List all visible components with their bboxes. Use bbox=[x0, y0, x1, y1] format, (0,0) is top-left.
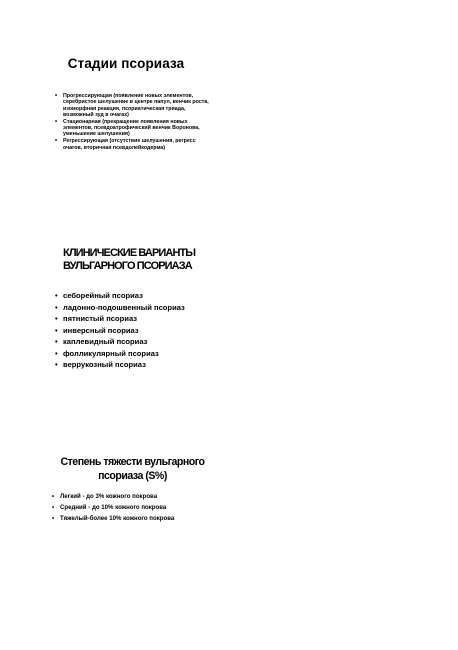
title-line: Степень тяжести вульгарного bbox=[60, 456, 205, 468]
list-item: • Прогрессирующая (появление новых элементов, серебристое шелушение в центре папул, венчик роста, изоморфная реакция, псориатическая триада, возможный зуд в очагах) bbox=[55, 93, 215, 118]
list-item: • пятнистый псориаз bbox=[55, 313, 185, 325]
variants-list bbox=[55, 290, 185, 371]
title-line: псориаза (S%) bbox=[98, 469, 167, 482]
slide-title-stages: Стадии псориаза bbox=[67, 56, 185, 71]
list-item: • Стационарная (прекращение появления новых элементов, псевдоатрофический венчик Воронова, уменьшение шелушения) bbox=[55, 119, 215, 138]
title-line: КЛИНИЧЕСКИЕ ВАРИАНТЫ bbox=[63, 247, 196, 259]
list-item: • себорейный псориаз bbox=[55, 290, 185, 302]
list-item: • инверсный псориаз bbox=[55, 325, 185, 337]
slide-title-clinical-variants bbox=[63, 247, 195, 273]
severity-list bbox=[52, 491, 174, 524]
list-item: • ладонно-подошвенный псориаз bbox=[55, 302, 185, 314]
list-item: • каплевидный псориаз bbox=[55, 336, 185, 348]
stages-list bbox=[55, 93, 215, 151]
list-item: • веррукозный псориаз bbox=[55, 359, 185, 371]
list-item: • Средний - до 10% кожного покрова bbox=[52, 502, 174, 513]
title-line: ВУЛЬГАРНОГО ПСОРИАЗА bbox=[63, 260, 192, 272]
list-item: • Тяжелый-более 10% кожного покрова bbox=[52, 513, 174, 524]
slide-title-severity bbox=[40, 456, 225, 483]
list-item: • фолликулярный псориаз bbox=[55, 348, 185, 360]
list-item: • Легкий - до 3% кожного покрова bbox=[52, 491, 174, 502]
list-item: • Регрессирующая (отсутствие шелушения, регресс очагов, вторичная псевдолейкодерма) bbox=[55, 138, 215, 151]
